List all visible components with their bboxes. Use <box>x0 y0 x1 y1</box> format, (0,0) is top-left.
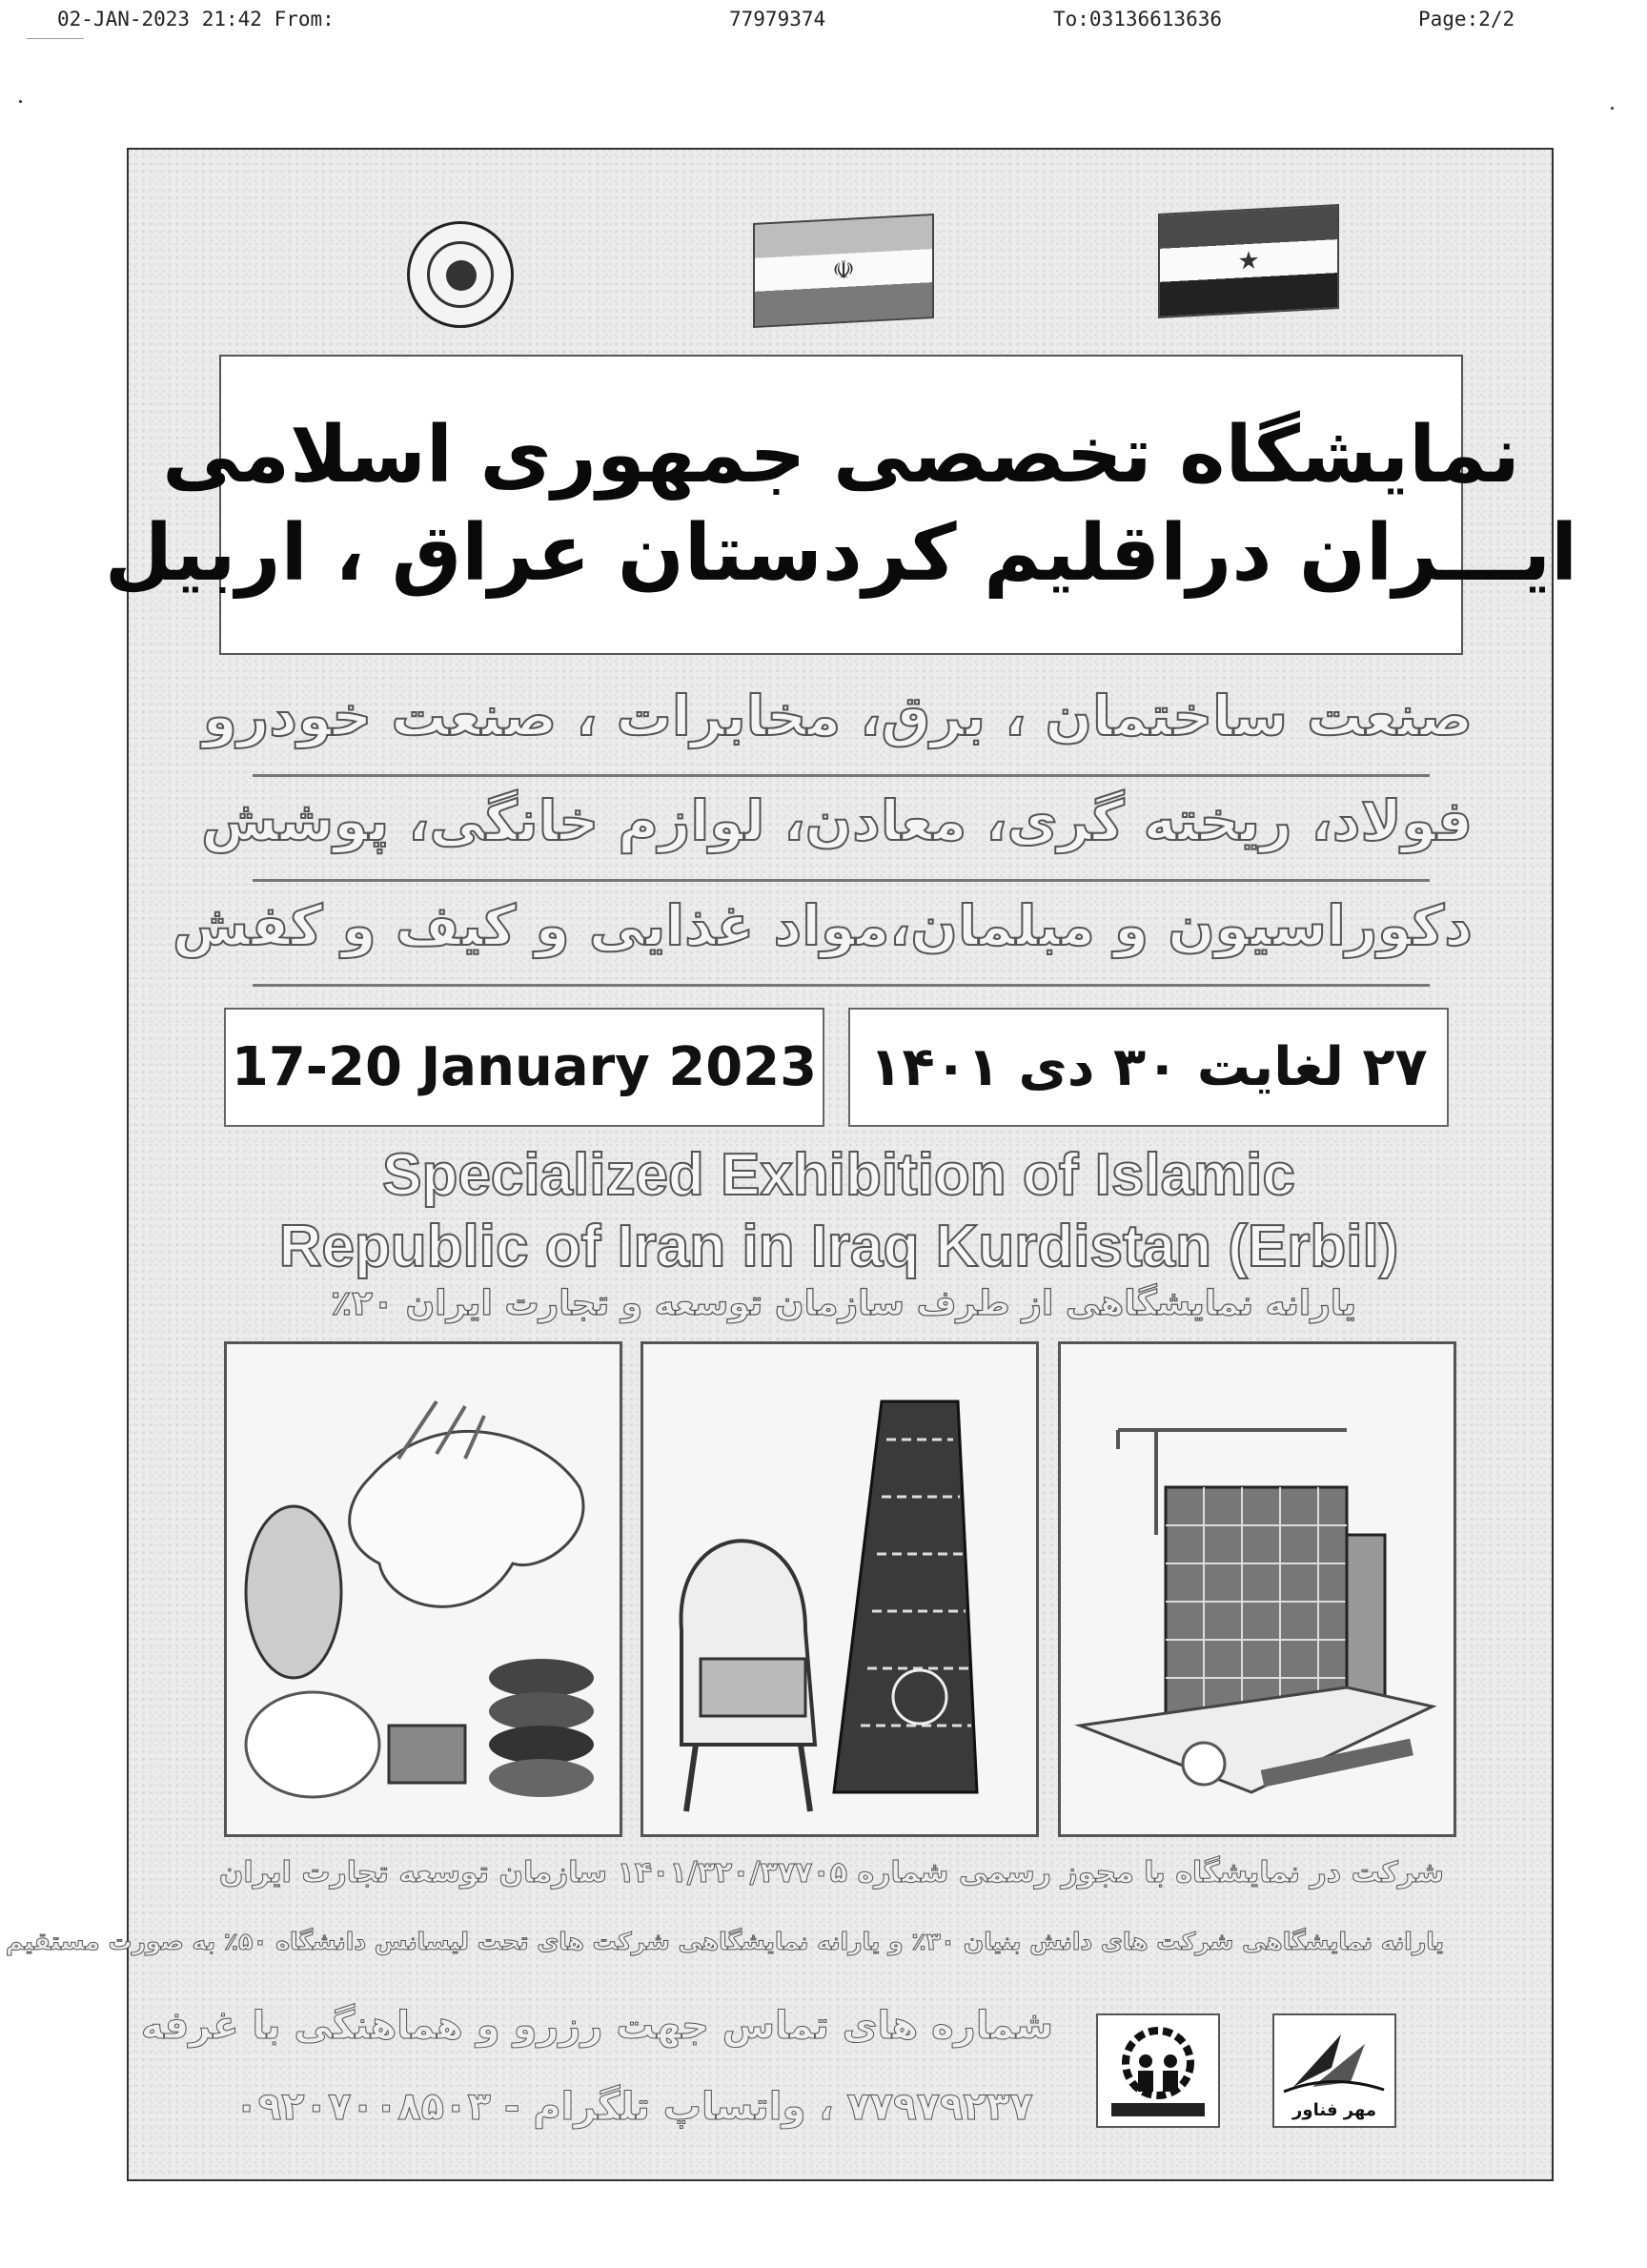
building-construction-icon <box>1061 1344 1454 1834</box>
divider <box>253 984 1430 987</box>
iraq-flag-icon: ★ <box>1158 204 1339 318</box>
fax-datetime: 02-JAN-2023 21:42 From: <box>57 8 335 31</box>
mehr-fanavar-caption: مهر فناور <box>1292 2100 1376 2120</box>
food-products-photo <box>224 1341 622 1837</box>
industries-line-3: دکوراسیون و مبلمان،مواد غذایی و کیف و کفش <box>173 893 1473 958</box>
date-persian: ۲۷ لغایت ۳۰ دی ۱۴۰۱ <box>848 1008 1449 1127</box>
knowledge-subsidy-text: یارانه نمایشگاهی شرکت های دانش بنیان ۳۰٪ و یارانه نمایشگاهی شرکت های تحت لیسانس دانشگاه ۵۰٪ به صورت مستقیم <box>5 1928 1444 1955</box>
english-title-line-1: Specialized Exhibition of Islamic <box>382 1142 1295 1208</box>
permit-text: شرکت در نمایشگاه با مجوز رسمی شماره ۱۴۰۱/۳۲۰/۳۷۷۰۵ سازمان توسعه تجارت ایران <box>218 1856 1444 1890</box>
contact-heading: شماره های تماس جهت رزرو و هماهنگی با غرفه <box>140 2004 1053 2048</box>
fax-page: Page:2/2 <box>1418 8 1515 31</box>
fax-header-rule <box>27 38 84 39</box>
building-construction-photo <box>1058 1341 1456 1837</box>
fax-header <box>0 8 1647 36</box>
persian-title-box <box>104 355 1578 655</box>
subsidy-text: یارانه نمایشگاهی از طرف سازمان توسعه و تجارت ایران ۲۰٪ <box>331 1284 1356 1323</box>
divider <box>253 879 1430 882</box>
gear-people-icon <box>1098 2015 1218 2126</box>
date-english: 17-20 January 2023 <box>224 1008 824 1127</box>
organization-seal-icon <box>407 221 514 328</box>
persian-title-line-2: ایـــران دراقلیم کردستان عراق ، اربیل <box>104 507 1578 599</box>
contact-numbers: ۷۷۹۷۹۲۳۷ ، واتساپ تلگرام - ۰۹۲۰۷۰۰۸۵۰۳ <box>234 2085 1033 2129</box>
tech-institute-logo <box>1096 2013 1220 2128</box>
furniture-carpet-icon <box>643 1344 1036 1834</box>
iran-flag-icon: ☫ <box>753 214 934 328</box>
industries-line-1: صنعت ساختمان ، برق، مخابرات ، صنعت خودرو <box>202 684 1473 748</box>
fax-number: 77979374 <box>729 8 826 31</box>
mehr-fanavar-logo <box>1272 2013 1396 2128</box>
food-products-icon <box>227 1344 620 1834</box>
industries-line-2: فولاد، ریخته گری، معادن، لوازم خانگی، پوشش <box>201 788 1473 853</box>
furniture-carpet-photo <box>640 1341 1039 1837</box>
scan-speck <box>1611 107 1614 110</box>
scan-speck <box>19 100 22 103</box>
exhibition-poster <box>5 148 1578 2181</box>
mehr-fanavar-mark-icon <box>1274 2015 1394 2101</box>
fax-to: To:03136613636 <box>1053 8 1223 31</box>
divider <box>253 774 1430 777</box>
english-title-line-2: Republic of Iran in Iraq Kurdistan (Erbil) <box>278 1214 1399 1279</box>
persian-title-line-1: نمایشگاه تخصصی جمهوری اسلامی <box>162 410 1520 501</box>
